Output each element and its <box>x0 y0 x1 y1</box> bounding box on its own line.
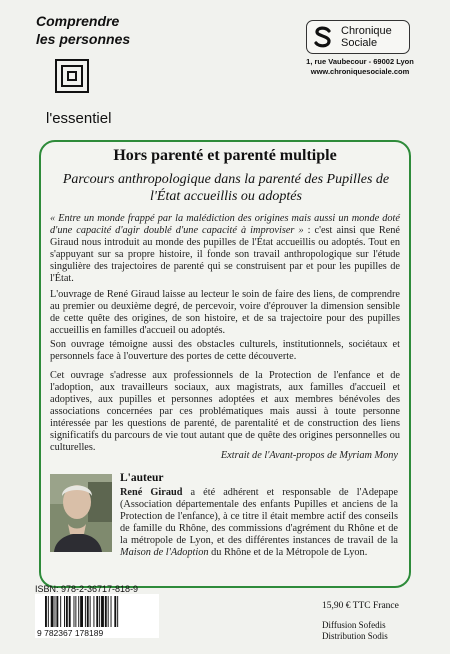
barcode-bar <box>48 596 49 627</box>
publisher-name-2: Sociale <box>341 37 378 49</box>
isbn: ISBN: 978-2-36717-818-9 <box>35 584 139 594</box>
barcode-bar <box>64 596 65 627</box>
blurb-paragraph-4: Cet ouvrage s'adresse aux professionnels de la Protection de l'enfance et de l'adoption, aux travailleurs sociaux, aux magistrats, aux familles d'accueil et adoptives, aux pupilles et personnes adoptées et aux membres bénévoles des associations concernées par ces problématiques mais aussi à toute personne intéressée par les questions de parenté, de parentalité et de construction des liens significatifs du parcours de vie tout autant que de quête des origines personnelles ou culturelles. <box>50 370 400 453</box>
author-bio-a: a été adhérent et responsable de l'Adepape (Association départementale des enfants Pupilles et anciens de la Protection de l'enfance), à ce titre il était membre actif des conseils de famille du Rhône, des commissions d'agrément du Rhône et de la métropole de Lyon, et des différentes instances de travail de la <box>120 487 398 546</box>
publisher-cs-icon <box>313 26 333 48</box>
barcode-bar <box>93 596 94 627</box>
barcode-bar <box>96 596 98 627</box>
barcode-bar <box>74 596 75 627</box>
series-logo-icon <box>55 59 89 93</box>
barcode-bar <box>108 596 109 627</box>
blurb-quote: « Entre un monde frappé par la malédiction des origines mais aussi un monde doté d'une capacité d'agir doublé d'une capacité à improviser » <box>50 213 400 236</box>
barcode-bar <box>56 596 58 627</box>
barcode-bar <box>66 596 68 627</box>
barcode-bar <box>78 596 79 627</box>
blurb-paragraph-2: L'ouvrage de René Giraud laisse au lecteur le soin de faire des liens, de comprendre au premier ou deuxième degré, de percevoir, voire d'éprouver la dimension sensible de cette quête des origines, de son histoire, et de sa trajectoire pour des pupilles accueillis en familles d'accueil ou adoptés. <box>50 289 400 336</box>
publisher-street: 1, rue Vaubecour - 69002 Lyon <box>306 57 414 66</box>
diffusion: Diffusion Sofedis <box>322 620 386 630</box>
author-heading: L'auteur <box>120 472 164 484</box>
barcode-bar <box>114 596 116 627</box>
publisher-name-1: Chronique <box>341 25 392 37</box>
author-bio-b: du Rhône et de la Métropole de Lyon. <box>208 547 368 558</box>
book-subtitle: Parcours anthropologique dans la parenté des Pupilles de l'État accueillis ou adoptés <box>62 172 390 204</box>
series-line-2: les personnes <box>36 31 131 47</box>
publisher-address <box>298 57 422 77</box>
blurb-extract-credit: Extrait de l'Avant-propos de Myriam Mony <box>220 450 398 461</box>
barcode-bar <box>90 596 91 627</box>
distribution: Distribution Sodis <box>322 631 388 641</box>
blurb-p1-text: : c'est ainsi que René Giraud nous introduit au monde des pupilles de l'État accueillis ou adoptés. Tout en s'appuyant sur sa propre histoire, il fonde son travail anthropologique sur l'étude singulière des trajectoires de parenté qui se construisent par et pour les pupilles de l'État. <box>50 225 400 284</box>
book-title: Hors parenté et parenté multiple <box>113 147 337 164</box>
barcode-digits: 9 782367 178189 <box>37 628 104 638</box>
barcode-bar <box>111 596 112 627</box>
barcode-bar <box>105 596 107 627</box>
distribution-info <box>322 620 388 642</box>
author-name: René Giraud <box>120 487 183 498</box>
barcode-bar <box>69 596 71 627</box>
barcode-bar <box>99 596 100 627</box>
barcode-bar <box>87 596 89 627</box>
barcode-bar <box>51 596 54 627</box>
barcode-icon <box>35 594 159 638</box>
series-name: l'essentiel <box>46 110 112 127</box>
publisher-logo <box>306 20 410 54</box>
author-photo <box>50 474 112 552</box>
author-portrait-icon <box>50 474 112 552</box>
author-bio <box>120 487 398 559</box>
series-title <box>36 12 156 48</box>
publisher-website: www.chroniquesociale.com <box>310 67 410 76</box>
barcode-bar <box>101 596 104 627</box>
barcode-bar <box>60 596 61 627</box>
barcode-bar <box>117 596 118 627</box>
author-bio-em: Maison de l'Adoption <box>120 547 209 558</box>
barcode-bar <box>75 596 76 627</box>
barcode-bar <box>45 596 47 627</box>
blurb-paragraph-1 <box>50 213 400 285</box>
barcode-bar <box>80 596 83 627</box>
barcode-bar <box>85 596 86 627</box>
barcode-bar <box>55 596 56 627</box>
blurb-paragraph-3: Son ouvrage témoigne aussi des obstacles culturels, institutionnels, sociétaux et personnels face à l'ouverture des portes de cette découverte. <box>50 339 400 362</box>
series-line-1: Comprendre <box>36 13 120 29</box>
price: 15,90 € TTC France <box>322 601 399 611</box>
